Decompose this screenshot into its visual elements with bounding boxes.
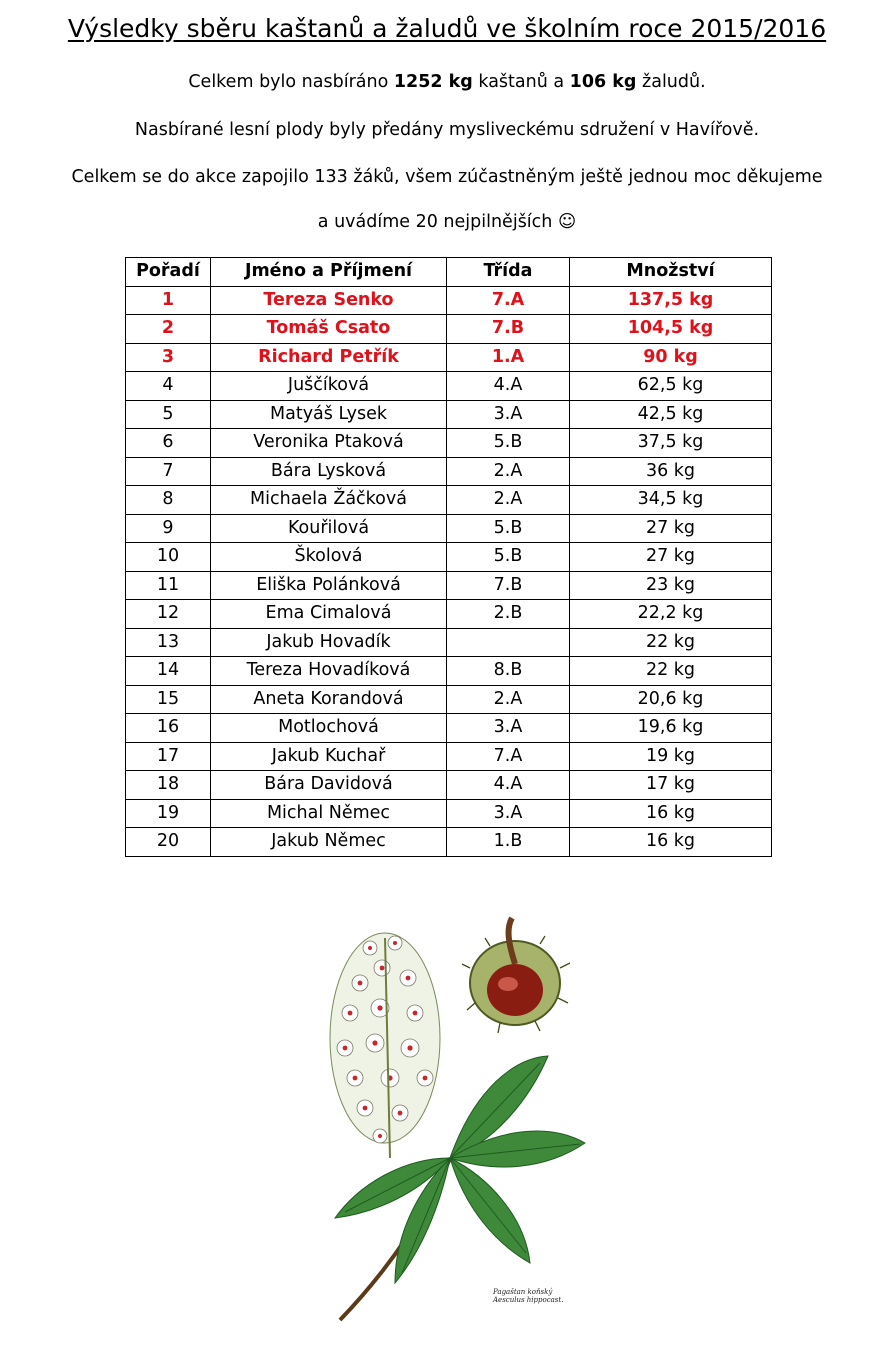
cell-quantity: 20,6 kg <box>570 685 772 714</box>
cell-name: Tereza Hovadíková <box>211 657 447 686</box>
chestnut-fruit-icon <box>462 918 570 1033</box>
header-class: Třída <box>447 258 570 287</box>
table-row <box>126 657 772 686</box>
illustration-caption <box>493 1288 563 1304</box>
table-row <box>126 514 772 543</box>
table-row <box>126 429 772 458</box>
cell-quantity: 62,5 kg <box>570 372 772 401</box>
cell-class: 4.A <box>447 372 570 401</box>
flower-cluster-icon <box>330 933 440 1158</box>
cell-name: Ema Cimalová <box>211 600 447 629</box>
cell-quantity: 16 kg <box>570 799 772 828</box>
cell-quantity: 34,5 kg <box>570 486 772 515</box>
cell-quantity: 27 kg <box>570 543 772 572</box>
table-row <box>126 685 772 714</box>
table-row <box>126 628 772 657</box>
cell-quantity: 22,2 kg <box>570 600 772 629</box>
table-row <box>126 771 772 800</box>
table-row <box>126 315 772 344</box>
cell-name: Aneta Korandová <box>211 685 447 714</box>
cell-class: 2.A <box>447 486 570 515</box>
cell-name: Juščíková <box>211 372 447 401</box>
cell-class: 3.A <box>447 799 570 828</box>
cell-name: Jakub Němec <box>211 828 447 857</box>
cell-rank: 9 <box>126 514 211 543</box>
cell-class: 2.A <box>447 685 570 714</box>
cell-class: 7.B <box>447 315 570 344</box>
cell-rank: 14 <box>126 657 211 686</box>
cell-class: 2.B <box>447 600 570 629</box>
table-row <box>126 600 772 629</box>
cell-rank: 3 <box>126 343 211 372</box>
cell-name: Kouřilová <box>211 514 447 543</box>
results-table <box>125 257 772 857</box>
cell-quantity: 27 kg <box>570 514 772 543</box>
cell-rank: 12 <box>126 600 211 629</box>
cell-quantity: 16 kg <box>570 828 772 857</box>
cell-rank: 11 <box>126 571 211 600</box>
cell-name: Jakub Kuchař <box>211 742 447 771</box>
cell-class <box>447 628 570 657</box>
cell-name: Motlochová <box>211 714 447 743</box>
table-row <box>126 286 772 315</box>
cell-rank: 15 <box>126 685 211 714</box>
table-body <box>126 286 772 856</box>
cell-class: 3.A <box>447 400 570 429</box>
table-row <box>126 486 772 515</box>
cell-quantity: 104,5 kg <box>570 315 772 344</box>
header-name: Jméno a Příjmení <box>211 258 447 287</box>
cell-rank: 8 <box>126 486 211 515</box>
summary-prefix: Celkem bylo nasbíráno <box>188 72 394 92</box>
cell-rank: 10 <box>126 543 211 572</box>
cell-rank: 19 <box>126 799 211 828</box>
cell-rank: 17 <box>126 742 211 771</box>
cell-name: Školová <box>211 543 447 572</box>
cell-class: 1.A <box>447 343 570 372</box>
cell-rank: 6 <box>126 429 211 458</box>
cell-quantity: 90 kg <box>570 343 772 372</box>
header-rank: Pořadí <box>126 258 211 287</box>
table-row <box>126 543 772 572</box>
chestnut-amount: 1252 kg <box>393 72 473 92</box>
table-row <box>126 828 772 857</box>
cell-name: Michaela Žáčková <box>211 486 447 515</box>
cell-quantity: 37,5 kg <box>570 429 772 458</box>
caption-line-2: Aesculus hippocast. <box>493 1296 564 1304</box>
cell-rank: 1 <box>126 286 211 315</box>
cell-class: 7.B <box>447 571 570 600</box>
table-row <box>126 372 772 401</box>
cell-name: Jakub Hovadík <box>211 628 447 657</box>
cell-rank: 13 <box>126 628 211 657</box>
cell-name: Matyáš Lysek <box>211 400 447 429</box>
cell-name: Veronika Ptaková <box>211 429 447 458</box>
cell-rank: 4 <box>126 372 211 401</box>
cell-class: 8.B <box>447 657 570 686</box>
cell-rank: 18 <box>126 771 211 800</box>
cell-name: Bára Lysková <box>211 457 447 486</box>
cell-quantity: 22 kg <box>570 628 772 657</box>
cell-name: Bára Davidová <box>211 771 447 800</box>
table-row <box>126 571 772 600</box>
document-title: Výsledky sběru kaštanů a žaludů ve školním roce 2015/2016 <box>67 14 827 43</box>
cell-name: Michal Němec <box>211 799 447 828</box>
cell-quantity: 22 kg <box>570 657 772 686</box>
caption-line-1: Pagaštan koňský <box>493 1288 553 1296</box>
cell-quantity: 36 kg <box>570 457 772 486</box>
cell-rank: 5 <box>126 400 211 429</box>
cell-rank: 2 <box>126 315 211 344</box>
table-row <box>126 400 772 429</box>
table-row <box>126 457 772 486</box>
cell-class: 2.A <box>447 457 570 486</box>
handover-line: Nasbírané lesní plody byly předány mysliveckému sdružení v Havířově. <box>134 120 760 140</box>
cell-name: Tomáš Csato <box>211 315 447 344</box>
summary-line <box>0 72 894 92</box>
summary-suffix: žaludů. <box>636 72 706 92</box>
cell-quantity: 19 kg <box>570 742 772 771</box>
cell-class: 3.A <box>447 714 570 743</box>
table-row <box>126 343 772 372</box>
cell-rank: 20 <box>126 828 211 857</box>
header-quantity: Množství <box>570 258 772 287</box>
cell-rank: 16 <box>126 714 211 743</box>
participants-line: Celkem se do akce zapojilo 133 žáků, všem zúčastněným ještě jednou moc děkujeme <box>71 167 823 187</box>
horse-chestnut-illustration <box>300 908 590 1328</box>
table-row <box>126 799 772 828</box>
cell-name: Richard Petřík <box>211 343 447 372</box>
table-row <box>126 714 772 743</box>
cell-quantity: 42,5 kg <box>570 400 772 429</box>
cell-class: 5.B <box>447 543 570 572</box>
cell-class: 7.A <box>447 742 570 771</box>
cell-class: 5.B <box>447 429 570 458</box>
summary-middle: kaštanů a <box>472 72 570 92</box>
table-row <box>126 742 772 771</box>
cell-name: Tereza Senko <box>211 286 447 315</box>
cell-quantity: 23 kg <box>570 571 772 600</box>
cell-quantity: 17 kg <box>570 771 772 800</box>
cell-class: 4.A <box>447 771 570 800</box>
cell-class: 5.B <box>447 514 570 543</box>
cell-quantity: 137,5 kg <box>570 286 772 315</box>
cell-class: 7.A <box>447 286 570 315</box>
table-header-row <box>126 258 772 287</box>
cell-class: 1.B <box>447 828 570 857</box>
cell-name: Eliška Polánková <box>211 571 447 600</box>
intro-line: a uvádíme 20 nejpilnějších ☺ <box>317 212 577 232</box>
acorn-amount: 106 kg <box>569 72 637 92</box>
cell-rank: 7 <box>126 457 211 486</box>
cell-quantity: 19,6 kg <box>570 714 772 743</box>
